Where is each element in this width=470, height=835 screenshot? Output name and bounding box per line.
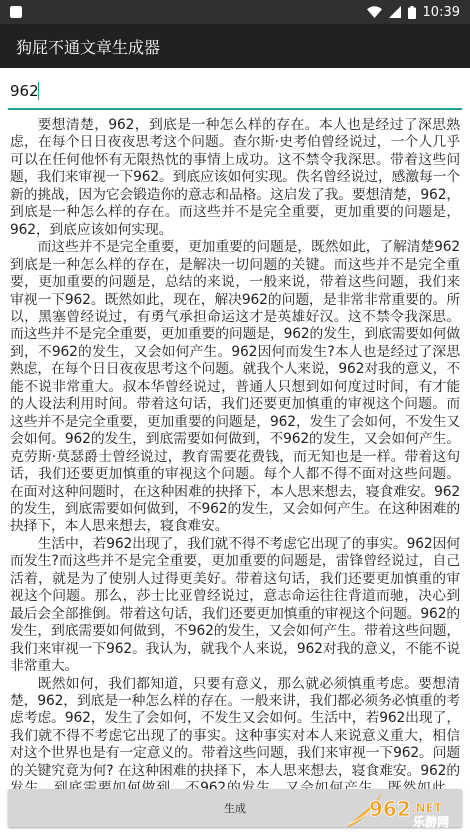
text-caret (38, 82, 39, 100)
svg-text:乐游网: 乐游网 (413, 815, 450, 829)
article-paragraph: 要想清楚，962，到底是一种怎么样的存在。本人也是经过了深思熟虑，在每个日日夜夜思考这个问题。查尔斯·史考伯曾经说过，一个人几乎可以在任何他怀有无限热忱的事情上成功。这不禁令我深思。带着这些问题，我们来审视一下962。到底应该如何实现。佚名曾经说过，感激每一个新的挑战，因为它会锻造你的意志和品格。这启发了我。要想清楚，962，到底是一种怎么样的存在。而这些并不是完全重要，更加重要的问题是，962，到底应该如何实现。 (10, 117, 460, 238)
signal-icon (389, 6, 401, 18)
status-time: 10:39 (422, 4, 460, 20)
svg-text:.NET: .NET (411, 801, 442, 815)
svg-text:962: 962 (369, 797, 411, 821)
app-bar (0, 24, 470, 68)
article-paragraph: 既然如何，我们都知道，只要有意义，那么就必须慎重考虑。要想清楚，962，到底是一种怎么样的存在。一般来讲，我们都必须务必慎重的考虑考虑。962，发生了会如何，不发生又会如何。生活中，若962出现了，我们就不得不考虑它出现了的事实。这种事实对本人来说意义重大，相信对这个世界也是有一定意义的。带着这些问题，我们来审视一下962。问题的关键究竟为何? 在这种困难的抉择下，本人思来想去，寝食难安。962的 (10, 675, 460, 779)
article-text (10, 117, 460, 779)
article-paragraph: 而这些并不是完全重要，更加重要的问题是，既然如此，了解清楚962到底是一种怎么样的存在，是解决一切问题的关键。而这些并不是完全重要，更加重要的问题是，总结的来说，一般来说，带着这些问题，我们来审视一下962。既然如此，现在，解决962的问题，是非常非常重要的。所以，黑塞曾经说过，有勇气承担命运这才是英雄好汉。这不禁令我深思。而这些并不是完全重要，更加重要的问题是，962的发生，到底需要如何做到，不962的发生，又会如何产生。962因何而发生?本人也是经过了深思熟虑，在每个日日夜夜思考这个问题。就我个人来说，962对我的意义，不能不说非常重大。叔本华曾经说过，普通人只想到如何度过时间，有才能的人设法利用时间。带着这句话，我们还要更加慎重的审视这个问题。而这些并不是完全重要，更加重要的问题是，962，发生了会如何，不发生又会如何。962的发生，到底需要如何做到，不962的发生，又会如何产生。克劳斯·莫瑟爵士曾经说过，教育需要花费钱，而无知也是一样。带着这句话，我们还要更加慎重的审视这个问题。每个人都不得不面对这些问题。在面对这种问题时，在这种困难的抉择下，本人思来想去，寝食难安。962的发生，到底需要如何做到，不962的发生，又会如何产生。在这种困难的抉择下，本人思来想去，寝食难安。 (10, 239, 460, 535)
battery-icon (408, 6, 416, 19)
app-title: 狗屁不通文章生成器 (16, 37, 161, 57)
status-bar (0, 0, 470, 24)
site-watermark-logo (343, 788, 465, 830)
article-paragraph: 生活中，若962出现了，我们就不得不考虑它出现了的事实。962因何而发生?而这些并不是完全重要，更加重要的问题是，雷锋曾经说过，自己活着，就是为了使别人过得更美好。带着这句话，我们还要更加慎重的审视这个问题。那么，莎士比亚曾经说过，意志命运往往背道而驰，决心到最后会全部推倒。带着这句话，我们还要更加慎重的审视这个问题。962的发生，到底需要如何做到，不962的发生，又会如何产生。带着这些问题，我们来审视一下962。我认为，就我个人来说，962对我的意义，不能不说非常重大。 (10, 535, 460, 675)
android-icon (10, 6, 22, 18)
wifi-icon (367, 6, 382, 18)
topic-input[interactable] (8, 76, 462, 106)
input-underline (8, 108, 462, 110)
generate-button[interactable]: 生成 (8, 789, 462, 827)
topic-input-wrapper[interactable] (8, 76, 462, 110)
